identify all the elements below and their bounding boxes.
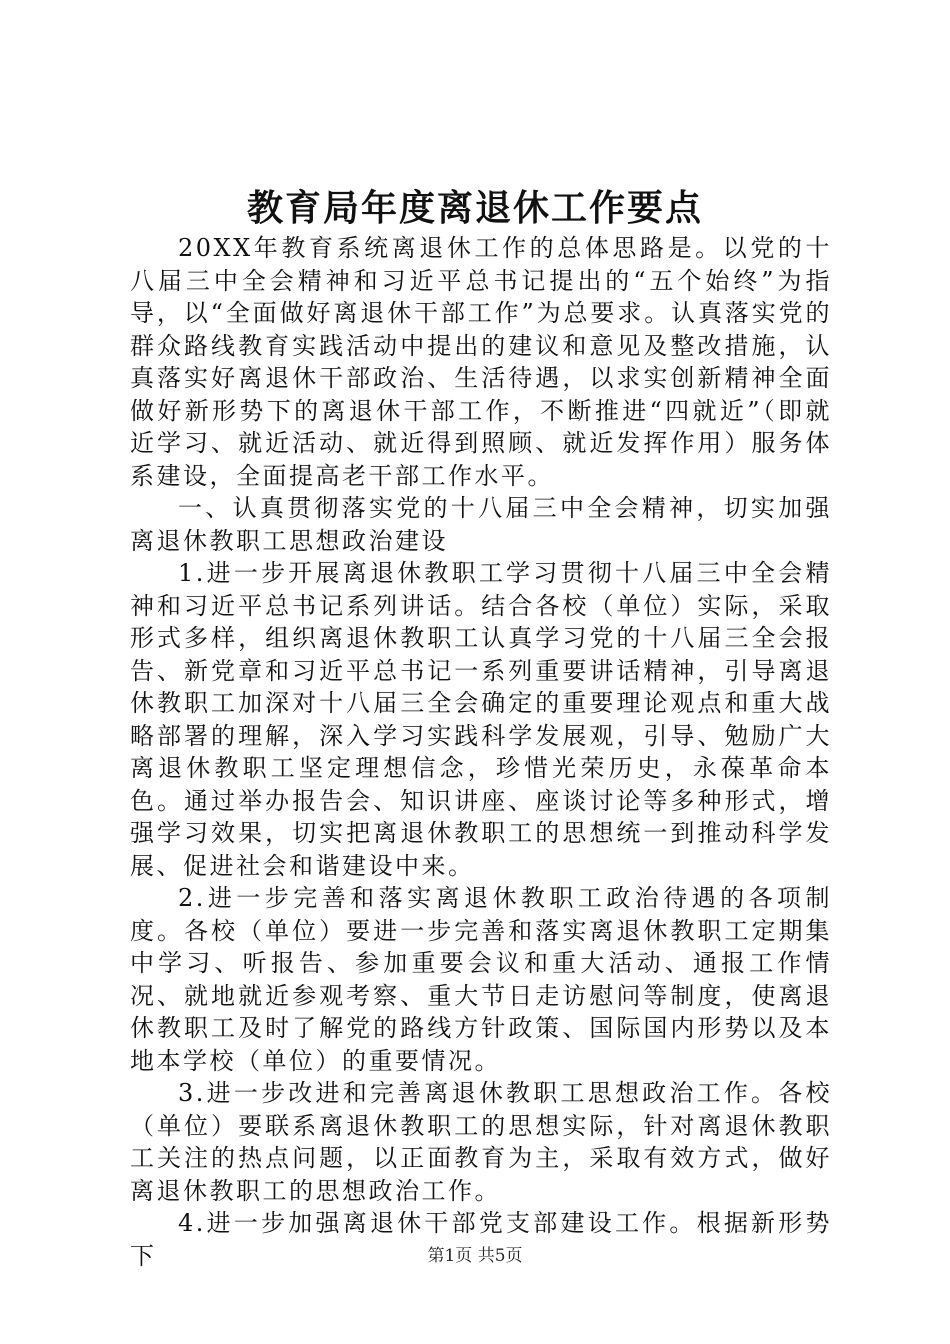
paragraph-intro: 20XX年教育系统离退休工作的总体思路是。以党的十八届三中全会精神和习近平总书记提出的“五个始终”为指导，以“全面做好离退休干部工作”为总要求。认真落实党的群众路线教育实践活动中提出的建议和意见及整改措施，认真落实好离退休干部政治、生活待遇，以求实创新精神全面做好新形势下的离退休干部工作，不断推进“四就近”（即就近学习、就近活动、就近得到照顾、就近发挥作用）服务体系建设，全面提高老干部工作水平。 <box>130 234 832 490</box>
paragraph-item-4: 4.进一步加强离退休干部党支部建设工作。根据新形势下 <box>130 1209 832 1270</box>
paragraph-item-1: 1.进一步开展离退休教职工学习贯彻十八届三中全会精神和习近平总书记系列讲话。结合各校（单位）实际，采取形式多样，组织离退休教职工认真学习党的十八届三全会报告、新党章和习近平总书记一系列重要讲话精神，引导离退休教职工加深对十八届三全会确定的重要理论观点和重大战略部署的理解，深入学习实践科学发展观，引导、勉励广大离退休教职工坚定理想信念，珍惜光荣历史，永葆革命本色。通过举办报告会、知识讲座、座谈讨论等多种形式，增强学习效果，切实把离退休教职工的思想统一到推动科学发展、促进社会和谐建设中来。 <box>130 559 832 880</box>
document-body <box>130 232 832 1272</box>
section-heading-1: 一、认真贯彻落实党的十八届三中全会精神，切实加强离退休教职工思想政治建设 <box>130 494 832 555</box>
page-number-footer: 第1页 共5页 <box>427 1246 523 1266</box>
paragraph-item-3: 3.进一步改进和完善离退休教职工思想政治工作。各校（单位）要联系离退休教职工的思想实际，针对离退休教职工关注的热点问题，以正面教育为主，采取有效方式，做好离退休教职工的思想政治工作。 <box>130 1079 832 1205</box>
paragraph-item-2: 2.进一步完善和落实离退休教职工政治待遇的各项制度。各校（单位）要进一步完善和落实离退休教职工定期集中学习、听报告、参加重要会议和重大活动、通报工作情况、就地就近参观考察、重大节日走访慰问等制度，使离退休教职工及时了解党的路线方针政策、国际国内形势以及本地本学校（单位）的重要情况。 <box>130 884 832 1075</box>
document-title: 教育局年度离退休工作要点 <box>246 187 703 229</box>
